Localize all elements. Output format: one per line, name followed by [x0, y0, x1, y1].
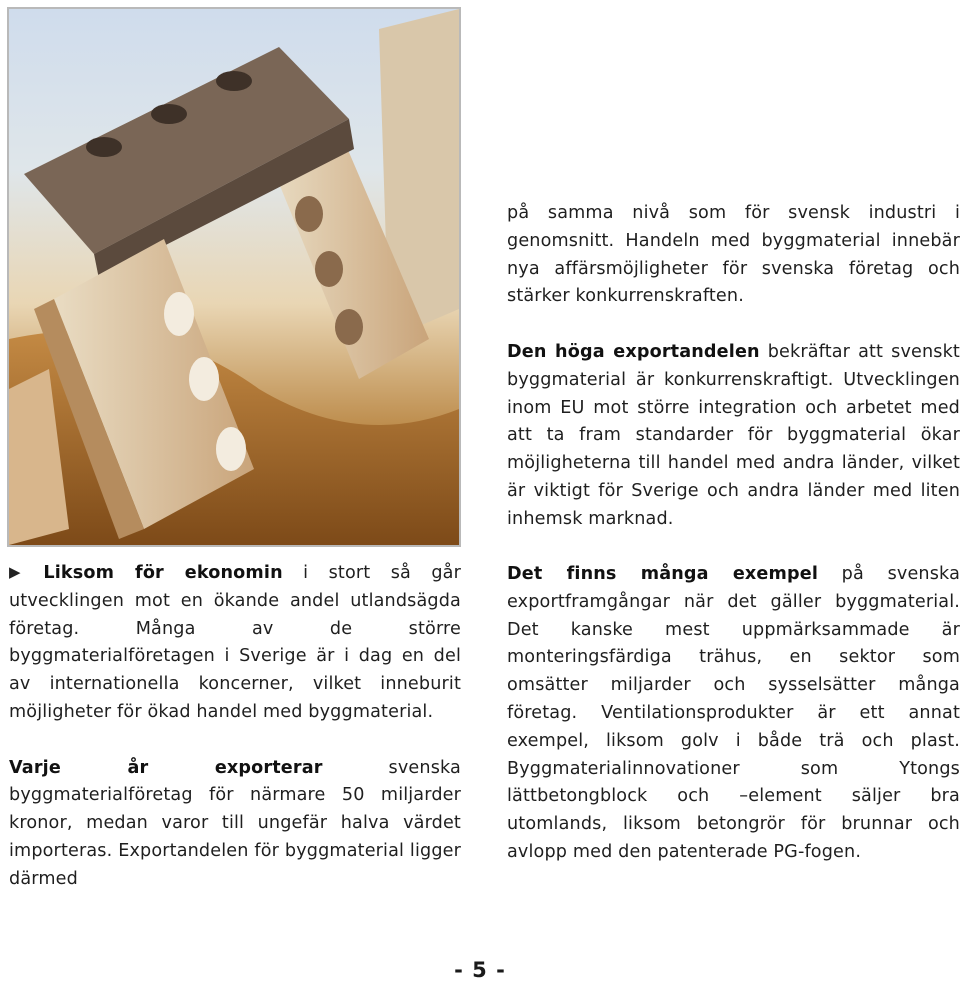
- paragraph-lead: Det finns många exempel: [507, 564, 819, 584]
- right-column-bottom: [507, 561, 960, 867]
- paragraph: [9, 755, 461, 894]
- brick-hole: [295, 196, 323, 232]
- brick-hole: [151, 104, 187, 124]
- bricks-illustration: [9, 9, 459, 545]
- paragraph-text: svenska byggmaterialföretag för närmare 50 miljarder kronor, medan varor till ungefär halva värdet importeras. Exportandelen för byggmaterial ligger därmed: [9, 757, 461, 889]
- paragraph-lead: Liksom för ekonomin: [43, 563, 283, 583]
- paragraph-lead: Varje år exporterar: [9, 757, 323, 778]
- brick-hole: [335, 309, 363, 345]
- paragraph-lead: Den höga exportandelen: [507, 341, 760, 362]
- paragraph-text: på samma nivå som för svensk industri i genomsnitt. Handeln med byggmaterial innebär nya affärsmöjligheter för svenska företag och stärker konkurrenskraften.: [507, 203, 960, 307]
- brick-hole: [315, 251, 343, 287]
- paragraph: [507, 339, 960, 534]
- paragraph-text: i stort så går utvecklingen mot en ökande andel utlandsägda företag. Många av de större byggmaterialföretagen i Sverige är i dag en del av internationella koncerner, vilket inneburit möjligheter för ökad handel med byggmaterial.: [9, 563, 461, 722]
- paragraph: [9, 560, 461, 727]
- brick-hole: [216, 71, 252, 91]
- arrow-right-icon: ▶: [9, 563, 36, 581]
- bricks-photo: [7, 7, 461, 547]
- paragraph-text: på svenska exportframgångar när det gäller byggmaterial. Det kanske mest uppmärksammade är monteringsfärdiga trähus, en sektor som omsätter miljarder och sysselsätter många företag. Ventilationsprodukter är ett annat exempel, liksom golv i både trä och plast. Byggmaterialinnovationer som Ytongs lättbetongblock och –element säljer bra utomlands, liksom betongrör för brunnar och avlopp med den patenterade PG-fogen.: [507, 564, 960, 862]
- paragraph: [507, 561, 960, 867]
- paragraph: [507, 200, 960, 311]
- brick-hole: [189, 357, 219, 401]
- brick-hole: [86, 137, 122, 157]
- page-number: - 5 -: [454, 958, 506, 982]
- brick-hole: [216, 427, 246, 471]
- right-column-top: [507, 200, 960, 534]
- paragraph-text: bekräftar att svenskt byggmaterial är konkurrenskraftigt. Utvecklingen inom EU mot större integration och arbetet med att ta fram standarder för byggmaterial ökar möjligheterna till handel med andra länder, vilket är viktigt för Sverige och andra länder med liten inhemsk marknad.: [507, 341, 960, 529]
- brick-hole: [164, 292, 194, 336]
- left-column: [9, 560, 461, 894]
